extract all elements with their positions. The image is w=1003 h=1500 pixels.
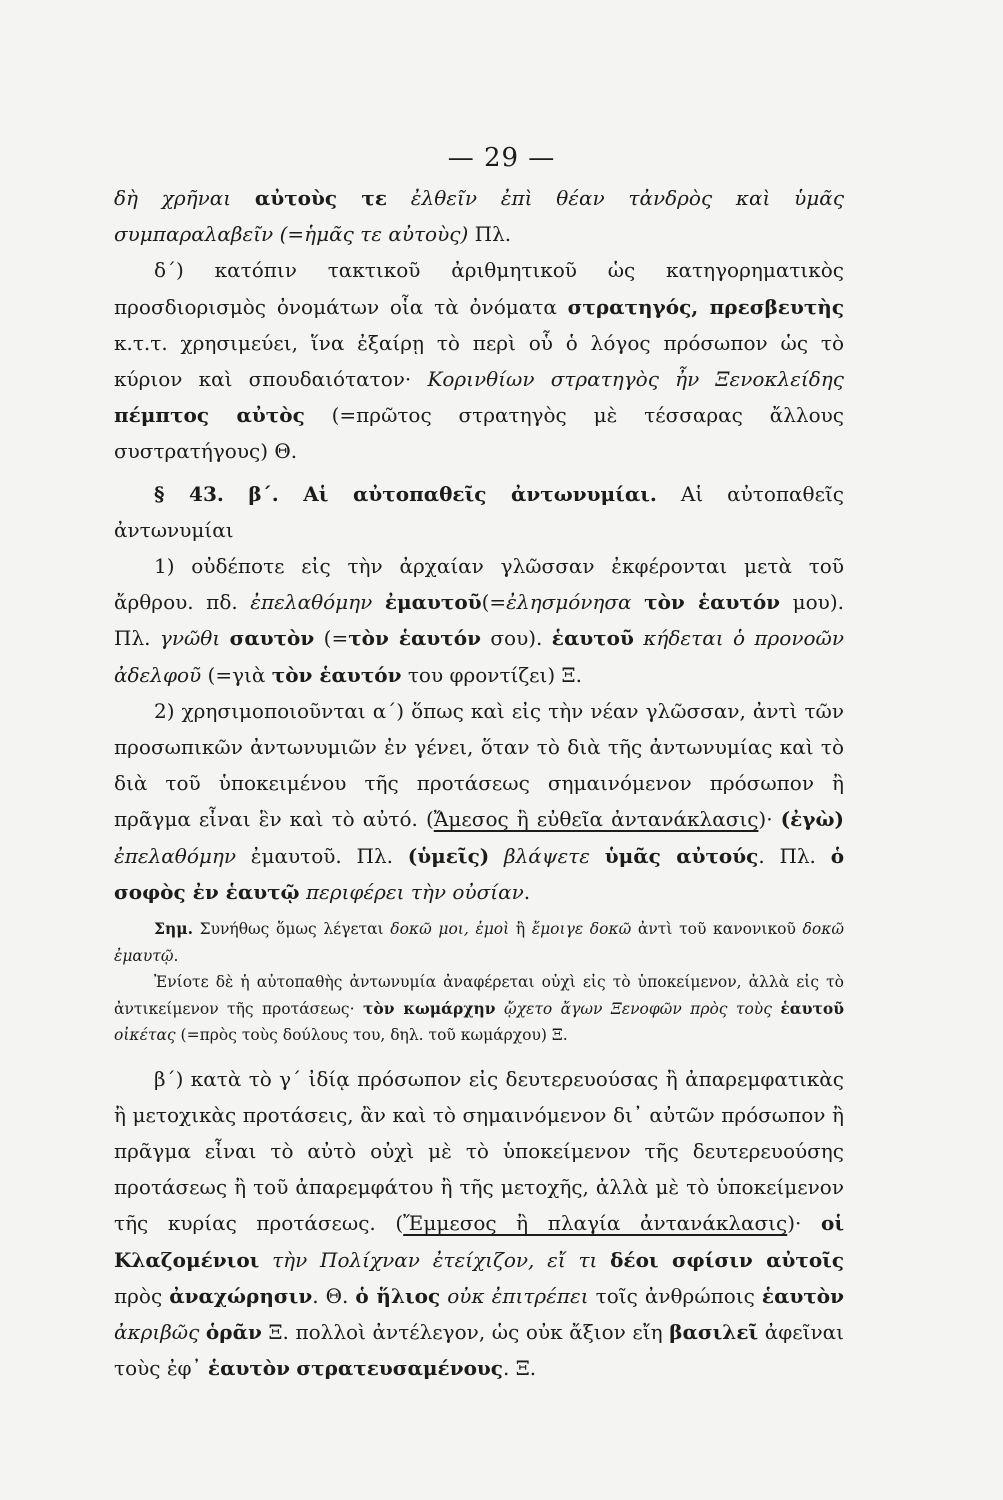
note-paragraph-2: Ἐνίοτε δὲ ἡ αὐτοπαθὴς ἀντωνυμία ἀναφέρεται οὐχὶ εἰς τὸ ὑποκείμενον, ἀλλὰ εἰς τὸ ἀντικείμενον τῆς προτάσεως· τὸν κωμάρχην ᾤχετο ἄγων Ξενοφῶν πρὸς τοὺς ἑαυτοῦ οἰκέτας (=πρὸς τοὺς δούλους του, δηλ. τοῦ κωμάρχου) Ξ. (114, 973, 844, 1045)
page-number: — 29 — (447, 143, 556, 173)
section-heading-43: § 43. β΄. Αἱ αὐτοπαθεῖς ἀντωνυμίαι. Αἱ αὐτοπαθεῖς ἀντωνυμίαι (114, 481, 844, 542)
paragraph-continuation: δὴ χρῆναι αὐτοὺς τε ἐλθεῖν ἐπὶ θέαν τἀνδρὸς καὶ ὑμᾶς συμπαραλαβεῖν (=ἡμᾶς τε αὐτοὺς) Πλ. (114, 186, 845, 247)
paragraph-rule-2: 2) χρησιμοποιοῦνται α΄) ὅπως καὶ εἰς τὴν νέαν γλῶσσαν, ἀντὶ τῶν προσωπικῶν ἀντωνυμιῶν ἐν γένει, ὅταν τὸ διὰ τῆς ἀντωνυμίας καὶ τὸ διὰ τοῦ ὑποκειμένου τῆς προτάσεως σημαινόμενον πρόσωπον ἢ πρᾶγμα εἶναι ἓν καὶ τὸ αὐτό. (Ἄμεσος ἢ εὐθεῖα ἀντανάκλασις)· (ἐγὼ) ἐπελαθόμην ἐμαυτοῦ. Πλ. (ὑμεῖς) βλάψετε ὑμᾶς αὐτούς. Πλ. ὁ σοφὸς ἐν ἑαυτῷ περιφέρει τὴν οὐσίαν. (114, 698, 845, 904)
page-body (114, 180, 844, 1386)
paragraph-beta: β΄) κατὰ τὸ γ΄ ἰδίᾳ πρόσωπον εἰς δευτερευούσας ἢ ἀπαρεμφατικὰς ἢ μετοχικὰς προτάσεις, ἂν καὶ τὸ σημαινόμενον δι᾿ αὐτῶν πρόσωπον ἢ πρᾶγμα εἶναι τὸ αὐτὸ οὐχὶ μὲ τὸ ὑποκείμενον τῆς δευτερευούσης προτάσεως ἢ τοῦ ἀπαρεμφάτου ἢ τῆς μετοχῆς, ἀλλὰ μὲ τὸ ὑποκείμενον τῆς κυρίας προτάσεως. (Ἔμμεσος ἢ πλαγία ἀντανάκλασις)· οἱ Κλαζομένιοι τὴν Πολίχναν ἐτείχιζον, εἴ τι δέοι σφίσιν αὐτοῖς πρὸς ἀναχώρησιν. Θ. ὁ ἥλιος οὐκ ἐπιτρέπει τοῖς ἀνθρώποις ἑαυτὸν ἀκριβῶς ὁρᾶν Ξ. πολλοὶ ἀντέλεγον, ὡς οὐκ ἄξιον εἴη βασιλεῖ ἀφεῖναι τοὺς ἐφ᾿ ἑαυτὸν στρατευσαμένους. Ξ. (114, 1066, 845, 1381)
paragraph-rule-1: 1) οὐδέποτε εἰς τὴν ἀρχαίαν γλῶσσαν ἐκφέρονται μετὰ τοῦ ἄρθρου. πδ. ἐπελαθόμην ἐμαυτοῦ(=ἐλησμόνησα τὸν ἑαυτόν μου). Πλ. γνῶθι σαυτὸν (=τὸν ἑαυτόν σου). ἑαυτοῦ κήδεται ὁ προνοῶν ἀδελφοῦ (=γιὰ τὸν ἑαυτόν του φροντίζει) Ξ. (114, 554, 845, 687)
paragraph-delta: δ΄) κατόπιν τακτικοῦ ἀριθμητικοῦ ὡς κατηγορηματικὸς προσδιορισμὸς ὀνομάτων οἷα τὰ ὀνόματα στρατηγός, πρεσβευτὴς κ.τ.τ. χρησιμεύει, ἵνα ἐξαίρῃ τὸ περὶ οὗ ὁ λόγος πρόσωπον ὡς τὸ κύριον καὶ σπουδαιότατον· Κορινθίων στρατηγὸς ἦν Ξενοκλείδης πέμπτος αὐτὸς (=πρῶτος στρατηγὸς μὲ τέσσαρας ἄλλους συστρατήγους) Θ. (114, 258, 844, 464)
note-paragraph: Σημ. Συνήθως ὅμως λέγεται δοκῶ μοι, ἐμοὶ ἢ ἔμοιγε δοκῶ ἀντὶ τοῦ κανονικοῦ δοκῶ ἐμαυτῷ. (114, 919, 844, 965)
